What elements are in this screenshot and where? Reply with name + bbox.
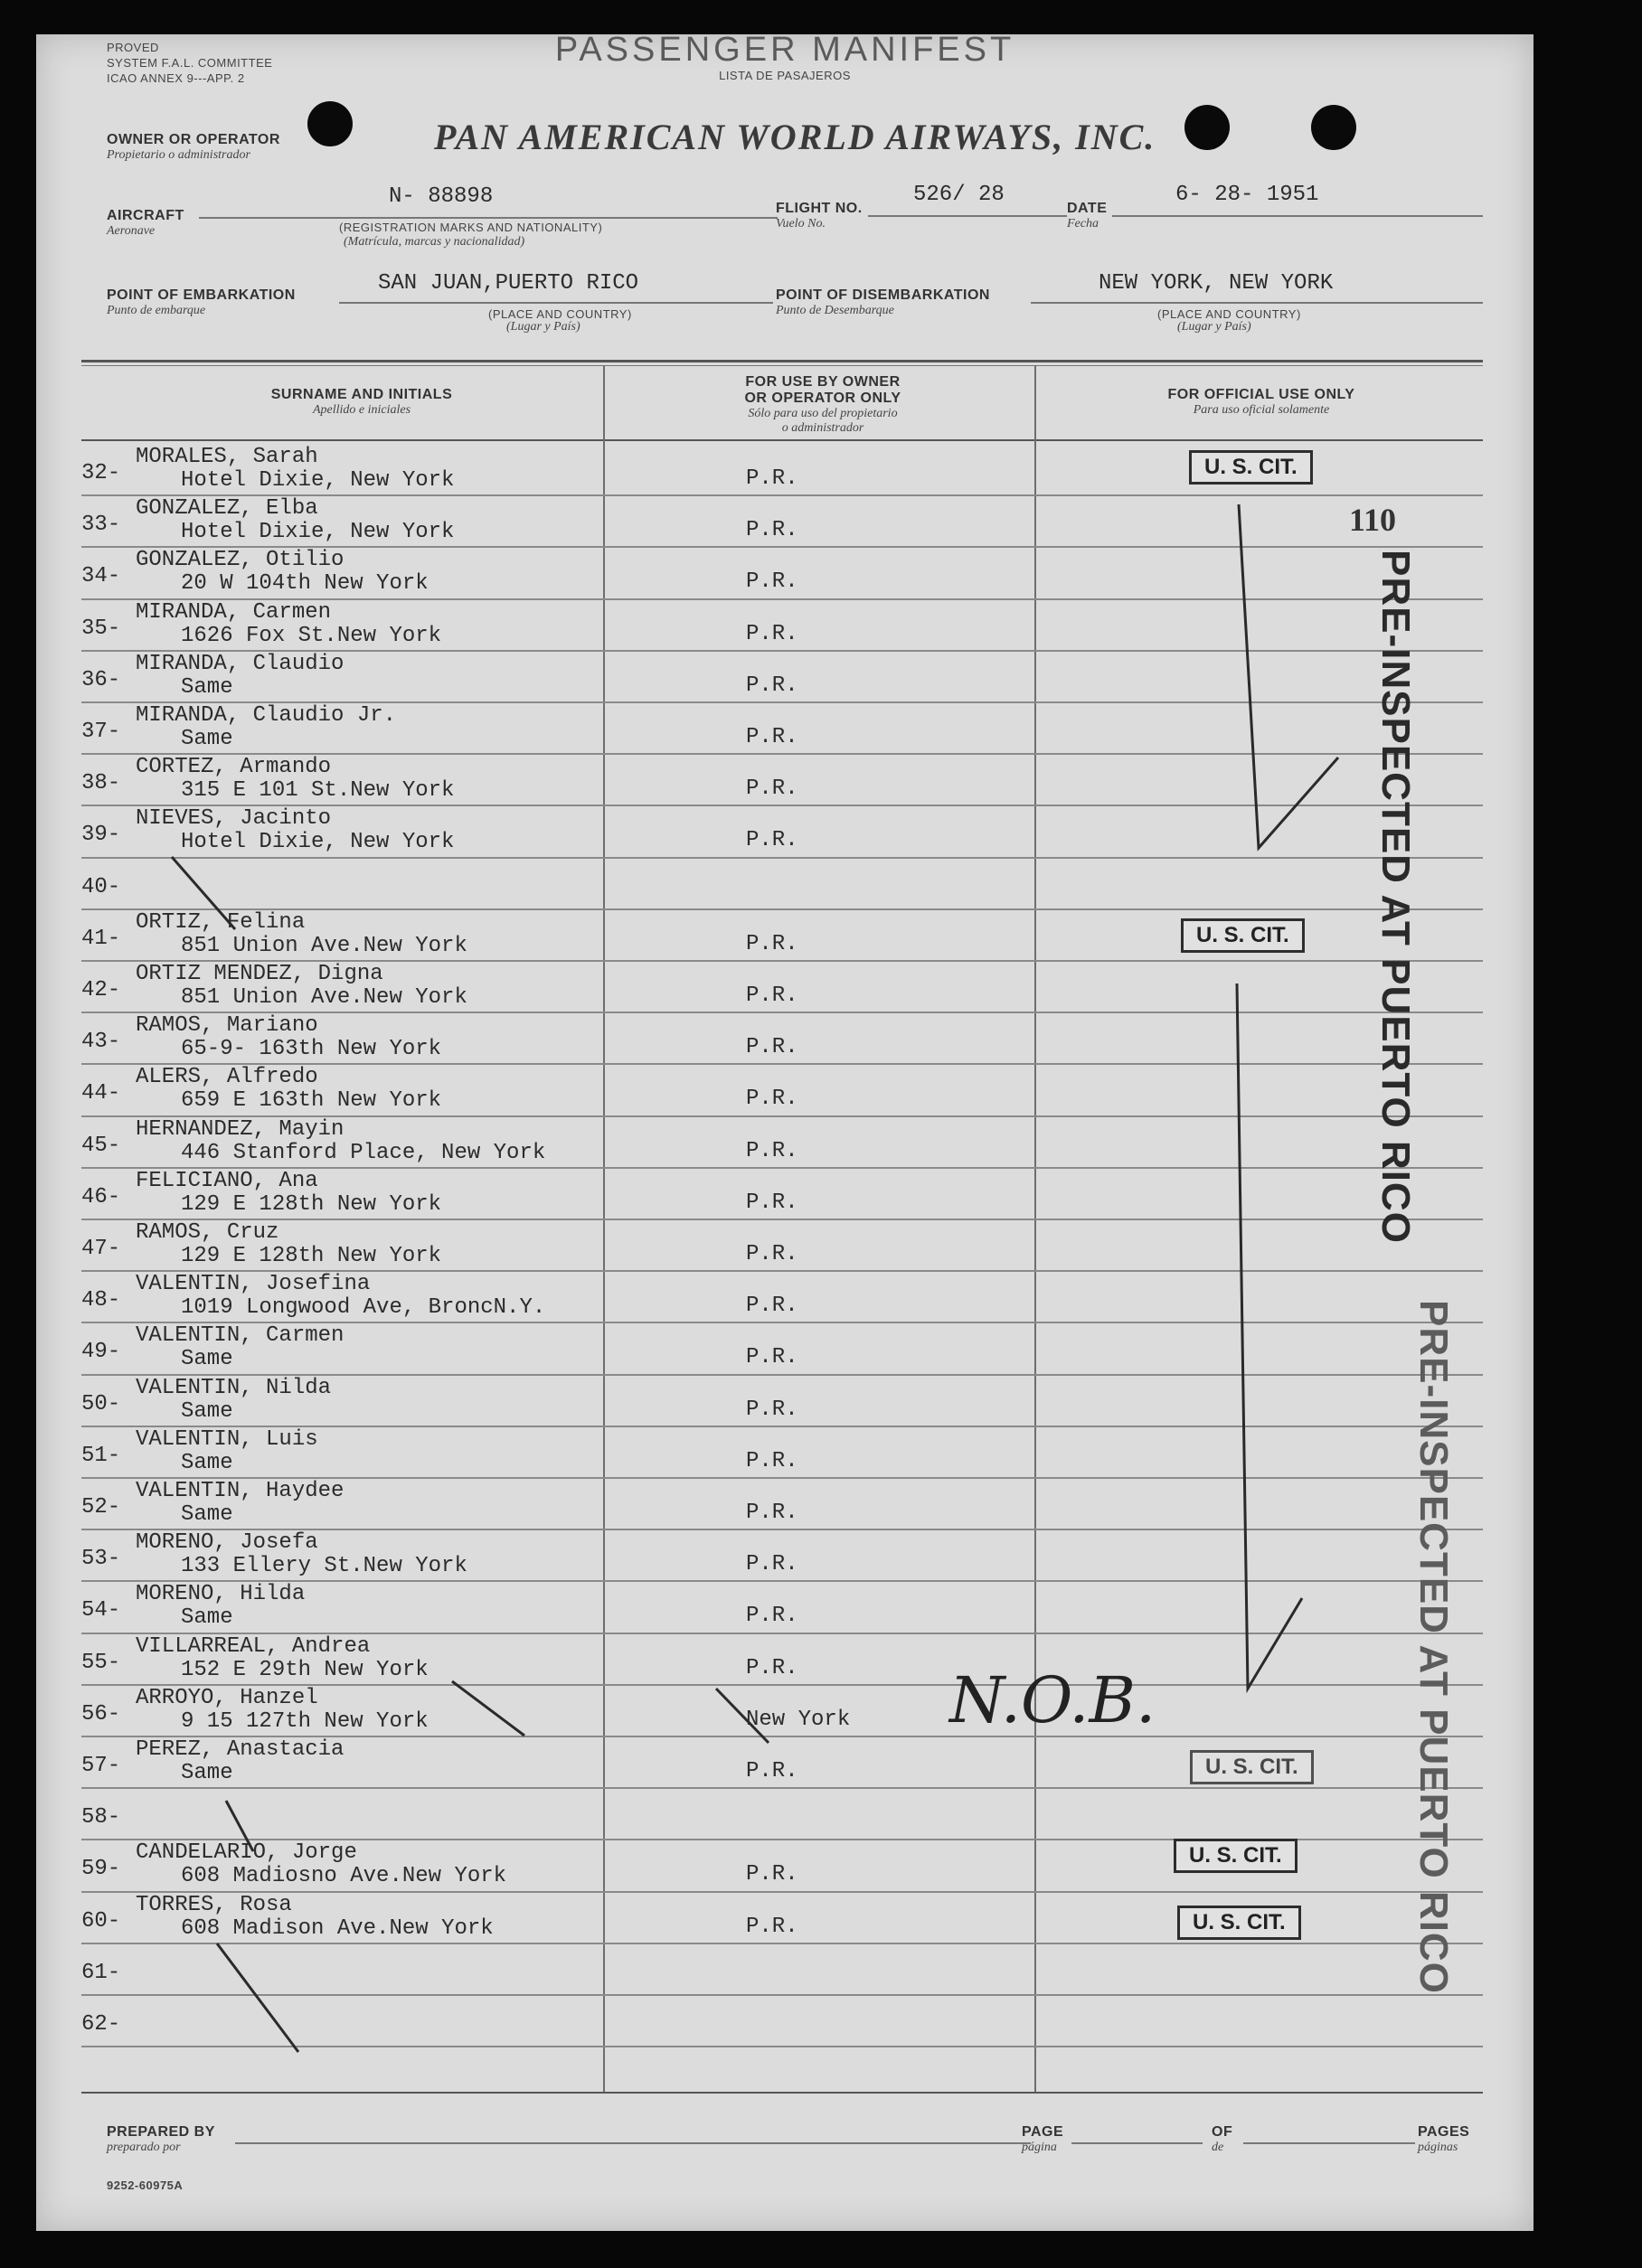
passenger-residence: P.R. <box>746 466 798 491</box>
table-top-rule <box>81 360 1483 362</box>
passenger-name: CANDELARIO, Jorge <box>136 1840 357 1866</box>
prepared-by-underline <box>235 2142 1031 2144</box>
passenger-address: 65-9- 163th New York <box>181 1037 442 1062</box>
passenger-residence: P.R. <box>746 1138 798 1163</box>
table-row <box>81 1944 1483 1996</box>
passenger-address: 152 E 29th New York <box>181 1657 429 1682</box>
punch-hole <box>307 101 353 146</box>
col2-title-line: OR OPERATOR ONLY <box>744 391 901 406</box>
row-number: 36- <box>81 667 121 692</box>
disembark-place-note: (PLACE AND COUNTRY) <box>1157 307 1301 321</box>
row-number: 35- <box>81 616 121 641</box>
passenger-residence: P.R. <box>746 518 798 543</box>
row-number: 54- <box>81 1598 121 1623</box>
passenger-residence: P.R. <box>746 1604 798 1629</box>
passenger-address: Same <box>181 1502 233 1527</box>
table-row <box>81 859 1483 910</box>
of-label-es: de <box>1212 2141 1224 2154</box>
passenger-name: CORTEZ, Armando <box>136 755 332 780</box>
aircraft-underline <box>199 217 778 219</box>
us-cit-stamp: U. S. CIT. <box>1181 918 1305 953</box>
passenger-address: 1626 Fox St.New York <box>181 623 442 648</box>
prepared-by-label-es: preparado por <box>107 2141 181 2154</box>
date-label-block <box>1067 201 1107 231</box>
passenger-name: ALERS, Alfredo <box>136 1065 318 1090</box>
col2-title-es-line: Sólo para uso del propietario <box>748 407 898 420</box>
passenger-address: Hotel Dixie, New York <box>181 468 455 493</box>
passenger-address: Same <box>181 1450 233 1475</box>
passenger-residence: P.R. <box>746 1242 798 1266</box>
passenger-name: TORRES, Rosa <box>136 1892 292 1917</box>
row-number: 58- <box>81 1805 121 1830</box>
passenger-name: VALENTIN, Josefina <box>136 1272 371 1297</box>
embark-underline <box>339 302 773 304</box>
row-number: 62- <box>81 2012 121 2037</box>
table-row <box>81 1686 1483 1737</box>
embark-place-note-es: (Lugar y País) <box>506 320 580 334</box>
passenger-address: Same <box>181 1398 233 1424</box>
disembark-label-es: Punto de Desembarque <box>776 304 894 317</box>
of-underline <box>1243 2142 1415 2144</box>
col-header-owner <box>606 374 1040 436</box>
preinspected-stamp: PRE-INSPECTED AT PUERTO RICO <box>1411 1300 1456 1994</box>
row-number: 50- <box>81 1391 121 1416</box>
passenger-residence: P.R. <box>746 931 798 956</box>
us-cit-stamp: U. S. CIT. <box>1190 1750 1314 1784</box>
row-number: 48- <box>81 1288 121 1313</box>
disembark-label: POINT OF DISEMBARKATION <box>776 287 990 303</box>
passenger-name: MIRANDA, Carmen <box>136 599 332 625</box>
passenger-residence: P.R. <box>746 1294 798 1319</box>
table-row <box>81 1169 1483 1220</box>
table-row <box>81 1117 1483 1169</box>
passenger-residence: P.R. <box>746 569 798 595</box>
row-number: 52- <box>81 1495 121 1520</box>
col2-title-line: FOR USE BY OWNER <box>745 374 901 390</box>
passenger-address: Hotel Dixie, New York <box>181 520 455 545</box>
passenger-address: 9 15 127th New York <box>181 1708 429 1734</box>
passenger-residence: P.R. <box>746 1914 798 1939</box>
row-number: 38- <box>81 771 121 796</box>
passenger-address: Same <box>181 1347 233 1372</box>
passenger-residence: P.R. <box>746 1655 798 1680</box>
aircraft-label-block <box>107 208 184 239</box>
passenger-residence: P.R. <box>746 983 798 1008</box>
table-row <box>81 1013 1483 1065</box>
table-row <box>81 548 1483 599</box>
date-label: DATE <box>1067 201 1108 216</box>
passenger-name: VALENTIN, Nilda <box>136 1375 332 1400</box>
registration-note-es: (Matrícula, marcas y nacionalidad) <box>344 235 525 249</box>
footer-rule <box>81 2092 1483 2094</box>
form-number: 9252-60975A <box>107 2179 184 2192</box>
table-row <box>81 1634 1483 1686</box>
passenger-residence: P.R. <box>746 1759 798 1783</box>
manifest-sheet <box>36 34 1533 2231</box>
page-underline <box>1071 2142 1203 2144</box>
table-row <box>81 1530 1483 1582</box>
row-number: 56- <box>81 1701 121 1727</box>
us-cit-stamp: U. S. CIT. <box>1177 1906 1301 1940</box>
punch-hole <box>1311 105 1356 150</box>
pages-label-es: páginas <box>1418 2141 1458 2154</box>
punch-hole <box>1184 105 1230 150</box>
row-number: 32- <box>81 461 121 485</box>
table-row <box>81 1789 1483 1840</box>
passenger-address: 659 E 163th New York <box>181 1088 442 1114</box>
flight-value: 526/ 28 <box>913 183 1005 207</box>
page-label-es: página <box>1022 2141 1057 2154</box>
passenger-residence: P.R. <box>746 1862 798 1887</box>
date-label-es: Fecha <box>1067 217 1099 231</box>
passenger-address: 851 Union Ave.New York <box>181 985 467 1010</box>
row-number: 41- <box>81 926 121 951</box>
of-block <box>1212 2124 1232 2155</box>
row-number: 53- <box>81 1547 121 1572</box>
page-block <box>1022 2124 1063 2155</box>
passenger-address: Hotel Dixie, New York <box>181 830 455 855</box>
document-title: PASSENGER MANIFEST <box>554 34 1015 69</box>
passenger-residence: P.R. <box>746 1190 798 1215</box>
passenger-address: 446 Stanford Place, New York <box>181 1140 546 1165</box>
passenger-name: VALENTIN, Luis <box>136 1426 318 1452</box>
passenger-residence: P.R. <box>746 776 798 802</box>
aircraft-label: AIRCRAFT <box>107 208 184 223</box>
table-row <box>81 496 1483 548</box>
row-number: 46- <box>81 1184 121 1209</box>
passenger-name: FELICIANO, Ana <box>136 1168 318 1193</box>
of-label: OF <box>1212 2124 1233 2140</box>
passenger-address: Same <box>181 1605 233 1631</box>
flight-underline <box>868 215 1067 217</box>
passenger-residence: P.R. <box>746 828 798 853</box>
row-number: 45- <box>81 1133 121 1158</box>
flight-label-block <box>776 201 863 231</box>
preinspected-stamp: PRE-INSPECTED AT PUERTO RICO <box>1373 550 1418 1244</box>
passenger-name: PEREZ, Anastacia <box>136 1737 344 1762</box>
row-number: 61- <box>81 1960 121 1985</box>
row-number: 39- <box>81 823 121 848</box>
table-row <box>81 1220 1483 1272</box>
passenger-residence: P.R. <box>746 1397 798 1422</box>
row-number: 51- <box>81 1443 121 1468</box>
embark-place-note: (PLACE AND COUNTRY) <box>488 307 632 321</box>
row-number: 42- <box>81 978 121 1002</box>
approval-line: PROVED <box>107 41 159 54</box>
passenger-address: 1019 Longwood Ave, BroncN.Y. <box>181 1295 546 1321</box>
embark-label: POINT OF EMBARKATION <box>107 287 296 303</box>
us-cit-stamp: U. S. CIT. <box>1189 450 1313 485</box>
flight-label: FLIGHT NO. <box>776 201 863 216</box>
table-row <box>81 962 1483 1013</box>
passenger-residence: P.R. <box>746 1501 798 1525</box>
table-row <box>81 652 1483 703</box>
table-row <box>81 1479 1483 1530</box>
flight-label-es: Vuelo No. <box>776 217 826 231</box>
col-header-official <box>1040 387 1483 418</box>
table-row <box>81 1272 1483 1323</box>
row-number: 57- <box>81 1754 121 1778</box>
passenger-address: Same <box>181 674 233 700</box>
passenger-residence: P.R. <box>746 673 798 698</box>
registration-note: (REGISTRATION MARKS AND NATIONALITY) <box>339 221 603 234</box>
col3-title: FOR OFFICIAL USE ONLY <box>1167 387 1355 402</box>
row-number: 43- <box>81 1030 121 1055</box>
table-row <box>81 1065 1483 1116</box>
passenger-name: NIEVES, Jacinto <box>136 806 332 832</box>
passenger-name: MORALES, Sarah <box>136 445 318 469</box>
table-row <box>81 755 1483 806</box>
passenger-residence: P.R. <box>746 621 798 646</box>
disembark-label-block <box>776 287 990 318</box>
date-underline <box>1112 215 1483 217</box>
passenger-residence: P.R. <box>746 1552 798 1577</box>
row-number: 59- <box>81 1857 121 1882</box>
prepared-by-label: PREPARED BY <box>107 2124 215 2140</box>
passenger-address: 851 Union Ave.New York <box>181 933 467 958</box>
prepared-by-block <box>107 2124 215 2155</box>
col-header-surname <box>81 387 642 418</box>
passenger-residence: P.R. <box>746 1448 798 1473</box>
table-row <box>81 600 1483 652</box>
table-row <box>81 1582 1483 1633</box>
table-row <box>81 806 1483 858</box>
passenger-name: VILLARREAL, Andrea <box>136 1633 371 1659</box>
owner-label-block <box>107 132 280 163</box>
embark-value: SAN JUAN,PUERTO RICO <box>378 271 639 296</box>
passenger-residence: P.R. <box>746 1035 798 1060</box>
passenger-name: ORTIZ, Felina <box>136 909 306 935</box>
passenger-name: VALENTIN, Haydee <box>136 1479 344 1503</box>
passenger-name: GONZALEZ, Otilio <box>136 548 344 573</box>
document-title-es: LISTA DE PASAJEROS <box>719 69 851 82</box>
row-number: 49- <box>81 1340 121 1365</box>
owner-label-es: Propietario o administrador <box>107 148 250 162</box>
row-number: 34- <box>81 564 121 589</box>
passenger-name: ARROYO, Hanzel <box>136 1685 318 1710</box>
page-label: PAGE <box>1022 2124 1064 2140</box>
col1-title-es: Apellido e iniciales <box>312 403 411 417</box>
passenger-name: MORENO, Hilda <box>136 1582 306 1607</box>
passenger-address: 20 W 104th New York <box>181 571 429 597</box>
passenger-name: HERNANDEZ, Mayin <box>136 1116 344 1142</box>
table-top-rule-2 <box>81 365 1483 366</box>
passenger-residence: New York <box>746 1707 851 1732</box>
row-number: 60- <box>81 1908 121 1934</box>
us-cit-stamp: U. S. CIT. <box>1174 1839 1298 1873</box>
passenger-name: ORTIZ MENDEZ, Digna <box>136 962 383 986</box>
col1-title: SURNAME AND INITIALS <box>270 387 453 402</box>
pages-label: PAGES <box>1418 2124 1470 2140</box>
aircraft-label-es: Aeronave <box>107 224 156 238</box>
embark-label-es: Punto de embarque <box>107 304 206 317</box>
passenger-address: 315 E 101 St.New York <box>181 778 455 804</box>
disembark-place-note-es: (Lugar y País) <box>1177 320 1251 334</box>
passenger-address: 133 Ellery St.New York <box>181 1554 467 1579</box>
passenger-residence: P.R. <box>746 725 798 749</box>
passenger-name: MIRANDA, Claudio Jr. <box>136 703 397 728</box>
passenger-name: VALENTIN, Carmen <box>136 1323 344 1349</box>
row-number: 55- <box>81 1650 121 1675</box>
table-row <box>81 703 1483 755</box>
disembark-value: NEW YORK, NEW YORK <box>1099 271 1334 296</box>
passenger-address: Same <box>181 1761 233 1785</box>
row-number: 44- <box>81 1081 121 1106</box>
passenger-address: 129 E 128th New York <box>181 1191 442 1217</box>
aircraft-value: N- 88898 <box>389 184 494 209</box>
passenger-address: Same <box>181 727 233 751</box>
col3-title-es: Para uso oficial solamente <box>1193 403 1330 417</box>
table-row <box>81 1323 1483 1375</box>
company-name: PAN AMERICAN WORLD AIRWAYS, INC. <box>434 117 1156 157</box>
date-value: 6- 28- 1951 <box>1175 183 1319 207</box>
passenger-name: MIRANDA, Claudio <box>136 651 344 676</box>
disembark-underline <box>1031 302 1483 304</box>
col2-title-es-line: o administrador <box>781 421 864 435</box>
table-row <box>81 1376 1483 1427</box>
header-bottom-rule <box>81 439 1483 441</box>
passenger-address: 129 E 128th New York <box>181 1244 442 1268</box>
embark-label-block <box>107 287 296 318</box>
passenger-name: RAMOS, Cruz <box>136 1220 279 1245</box>
passenger-name: GONZALEZ, Elba <box>136 496 318 522</box>
pages-block <box>1418 2124 1469 2155</box>
row-number: 40- <box>81 874 121 899</box>
handwritten-note: N.O.B. <box>949 1663 1156 1737</box>
row-number: 47- <box>81 1237 121 1261</box>
table-row <box>81 1996 1483 2047</box>
passenger-residence: P.R. <box>746 1345 798 1370</box>
passenger-address: 608 Madison Ave.New York <box>181 1915 494 1941</box>
table-row <box>81 1427 1483 1479</box>
passenger-residence: P.R. <box>746 1087 798 1112</box>
approval-line: ICAO ANNEX 9---APP. 2 <box>107 71 245 85</box>
approval-line: SYSTEM F.A.L. COMMITTEE <box>107 56 273 70</box>
passenger-name: RAMOS, Mariano <box>136 1013 318 1039</box>
row-number: 37- <box>81 720 121 744</box>
passenger-name: MORENO, Josefa <box>136 1530 318 1556</box>
page-number: 110 <box>1349 502 1397 538</box>
passenger-address: 608 Madiosno Ave.New York <box>181 1864 507 1889</box>
owner-label: OWNER OR OPERATOR <box>107 132 280 147</box>
row-number: 33- <box>81 513 121 538</box>
